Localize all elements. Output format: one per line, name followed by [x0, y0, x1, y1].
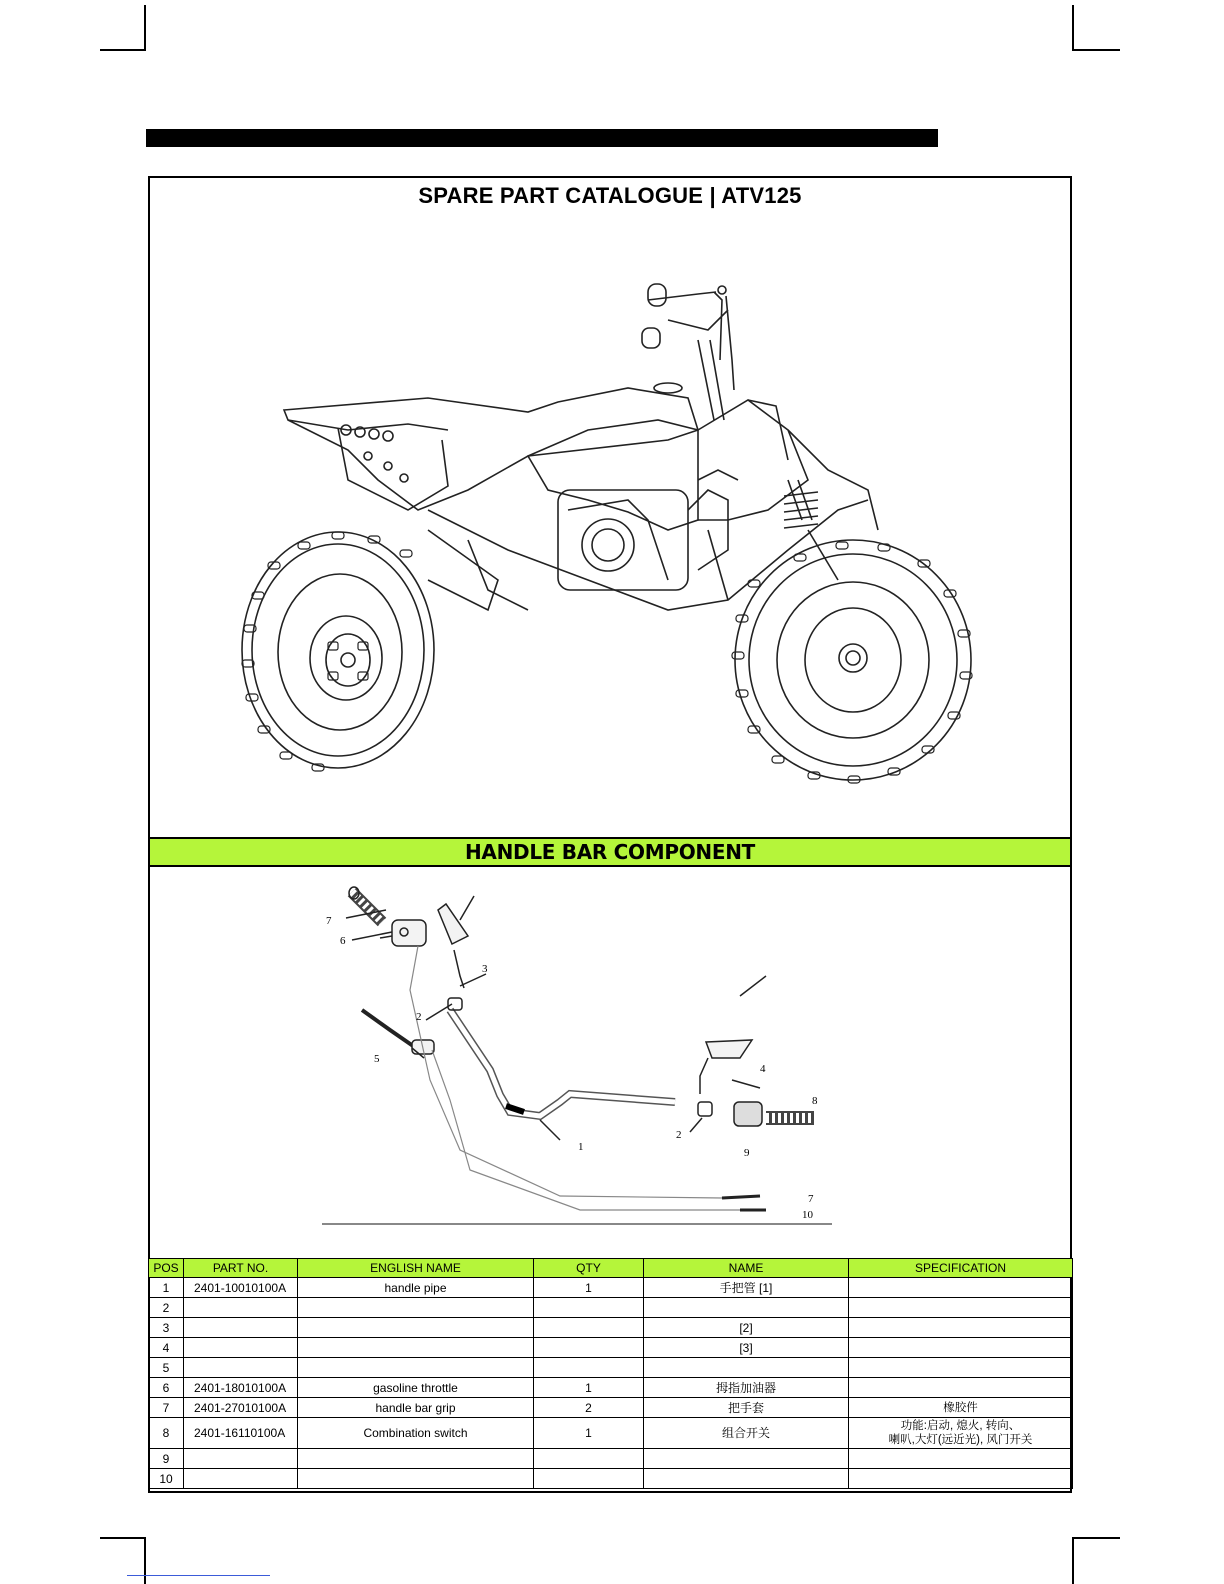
- callout-8: 9: [744, 1147, 750, 1159]
- clamp-lower: [698, 1102, 712, 1116]
- cell-name: 拇指加油器: [644, 1378, 849, 1398]
- crop-mark-bottom-right-h: [1072, 1537, 1120, 1539]
- cell-name: [644, 1469, 849, 1489]
- cell-name: [644, 1449, 849, 1469]
- cell-specification: [849, 1358, 1073, 1378]
- callout-1: 1: [578, 1141, 584, 1153]
- callout-5: 5: [374, 1053, 380, 1065]
- cell-english-name: handle bar grip: [298, 1398, 534, 1418]
- cell-qty: [534, 1318, 644, 1338]
- cell-pos: 3: [149, 1318, 184, 1338]
- cell-specification: [849, 1449, 1073, 1469]
- cell-name: [644, 1358, 849, 1378]
- front-tread: [732, 542, 972, 783]
- crop-mark-top-left-v: [144, 5, 146, 51]
- callout-9: 7: [808, 1193, 814, 1205]
- table-row: [149, 1358, 1073, 1378]
- cell-specification: [849, 1418, 1073, 1449]
- cell-name: 组合开关: [644, 1418, 849, 1449]
- cell-qty: 1: [534, 1378, 644, 1398]
- section-title-band: HANDLE BAR COMPONENT: [150, 837, 1070, 867]
- cell-english-name: Combination switch: [298, 1418, 534, 1449]
- cell-part-no: [184, 1298, 298, 1318]
- cell-english-name: [298, 1298, 534, 1318]
- table-row: [149, 1278, 1073, 1298]
- callout-2-right: 2: [676, 1129, 682, 1141]
- engine: [558, 470, 738, 590]
- col-header-part-no: PART NO.: [184, 1259, 298, 1278]
- crop-mark-top-right-v: [1072, 5, 1074, 51]
- spec-line-1: 功能:启动, 熄火, 转向、: [900, 1420, 1021, 1432]
- cell-part-no: 2401-27010100A: [184, 1398, 298, 1418]
- cell-pos: 7: [149, 1398, 184, 1418]
- throttle-cable: [410, 946, 722, 1198]
- cell-pos: 5: [149, 1358, 184, 1378]
- parts-table: [148, 1258, 1073, 1489]
- cell-english-name: gasoline throttle: [298, 1378, 534, 1398]
- cell-english-name: handle pipe: [298, 1278, 534, 1298]
- bottom-link-underline[interactable]: [127, 1575, 270, 1576]
- cell-pos: 2: [149, 1298, 184, 1318]
- table-row: [149, 1449, 1073, 1469]
- cell-pos: 10: [149, 1469, 184, 1489]
- atv-illustration: [228, 280, 988, 800]
- cell-english-name: [298, 1469, 534, 1489]
- cell-part-no: [184, 1469, 298, 1489]
- cell-english-name: [298, 1338, 534, 1358]
- cell-part-no: [184, 1358, 298, 1378]
- table-row: [149, 1378, 1073, 1398]
- cell-pos: 8: [149, 1418, 184, 1449]
- callout-7-left: 7: [326, 915, 332, 927]
- cell-pos: 1: [149, 1278, 184, 1298]
- table-row: [149, 1398, 1073, 1418]
- cell-specification: [849, 1338, 1073, 1358]
- table-row: [149, 1418, 1073, 1449]
- table-row: [149, 1338, 1073, 1358]
- table-row: [149, 1298, 1073, 1318]
- front-shock: [784, 480, 838, 580]
- brake-cable: [432, 1050, 750, 1210]
- cell-qty: 1: [534, 1278, 644, 1298]
- table-header-row: [149, 1259, 1073, 1278]
- catalogue-title: SPARE PART CATALOGUE | ATV125: [418, 183, 802, 208]
- cell-name: [2]: [644, 1318, 849, 1338]
- col-header-pos: POS: [149, 1259, 184, 1278]
- col-header-qty: QTY: [534, 1259, 644, 1278]
- cell-name: [3]: [644, 1338, 849, 1358]
- callout-6: 6: [340, 935, 346, 947]
- cell-specification: [849, 1278, 1073, 1298]
- cell-qty: [534, 1358, 644, 1378]
- cell-specification: [849, 1469, 1073, 1489]
- cell-part-no: [184, 1338, 298, 1358]
- cell-specification: [849, 1298, 1073, 1318]
- cell-part-no: [184, 1318, 298, 1338]
- cell-english-name: [298, 1318, 534, 1338]
- crop-mark-bottom-left-h: [100, 1537, 146, 1539]
- rear-wheel: [242, 532, 434, 771]
- cell-pos: 6: [149, 1378, 184, 1398]
- col-header-english-name: ENGLISH NAME: [298, 1259, 534, 1278]
- spec-line-1: 橡胶件: [943, 1401, 978, 1414]
- header-black-bar: [146, 129, 938, 147]
- callout-3: 3: [482, 963, 488, 975]
- callout-7-right: 8: [812, 1095, 818, 1107]
- cell-qty: [534, 1469, 644, 1489]
- cell-pos: 4: [149, 1338, 184, 1358]
- cell-specification: [849, 1398, 1073, 1418]
- front-wheel: [732, 540, 972, 783]
- cell-part-no: 2401-10010100A: [184, 1278, 298, 1298]
- cell-specification: [849, 1318, 1073, 1338]
- cell-english-name: [298, 1358, 534, 1378]
- cell-specification: [849, 1378, 1073, 1398]
- table-row: [149, 1318, 1073, 1338]
- cell-qty: [534, 1449, 644, 1469]
- callout-2-left: 2: [416, 1011, 422, 1023]
- left-mirror: [438, 904, 468, 988]
- col-header-specification: SPECIFICATION: [849, 1259, 1073, 1278]
- crop-mark-bottom-right-v: [1072, 1537, 1074, 1584]
- cell-qty: [534, 1338, 644, 1358]
- table-row: [149, 1469, 1073, 1489]
- right-mirror: [700, 1040, 752, 1094]
- cell-qty: 2: [534, 1398, 644, 1418]
- cell-part-no: 2401-16110100A: [184, 1418, 298, 1449]
- handlebar-exploded-diagram: [320, 880, 840, 1230]
- cell-name: 手把管 [1]: [644, 1278, 849, 1298]
- col-header-name: NAME: [644, 1259, 849, 1278]
- crop-mark-bottom-left-v: [144, 1537, 146, 1584]
- clamp-upper: [448, 998, 462, 1010]
- cell-part-no: 2401-18010100A: [184, 1378, 298, 1398]
- callout-4: 4: [760, 1063, 766, 1075]
- cell-english-name: [298, 1449, 534, 1469]
- spec-line-2: 喇叭,大灯(远近光), 风门开关: [888, 1434, 1033, 1446]
- cell-name: 把手套: [644, 1398, 849, 1418]
- cell-name: [644, 1298, 849, 1318]
- cell-qty: 1: [534, 1418, 644, 1449]
- cell-pos: 9: [149, 1449, 184, 1469]
- cell-part-no: [184, 1449, 298, 1469]
- cell-qty: [534, 1298, 644, 1318]
- callout-10: 10: [802, 1209, 813, 1221]
- crop-mark-top-right-h: [1072, 49, 1120, 51]
- crop-mark-top-left-h: [100, 49, 146, 51]
- combination-switch: [734, 1102, 762, 1126]
